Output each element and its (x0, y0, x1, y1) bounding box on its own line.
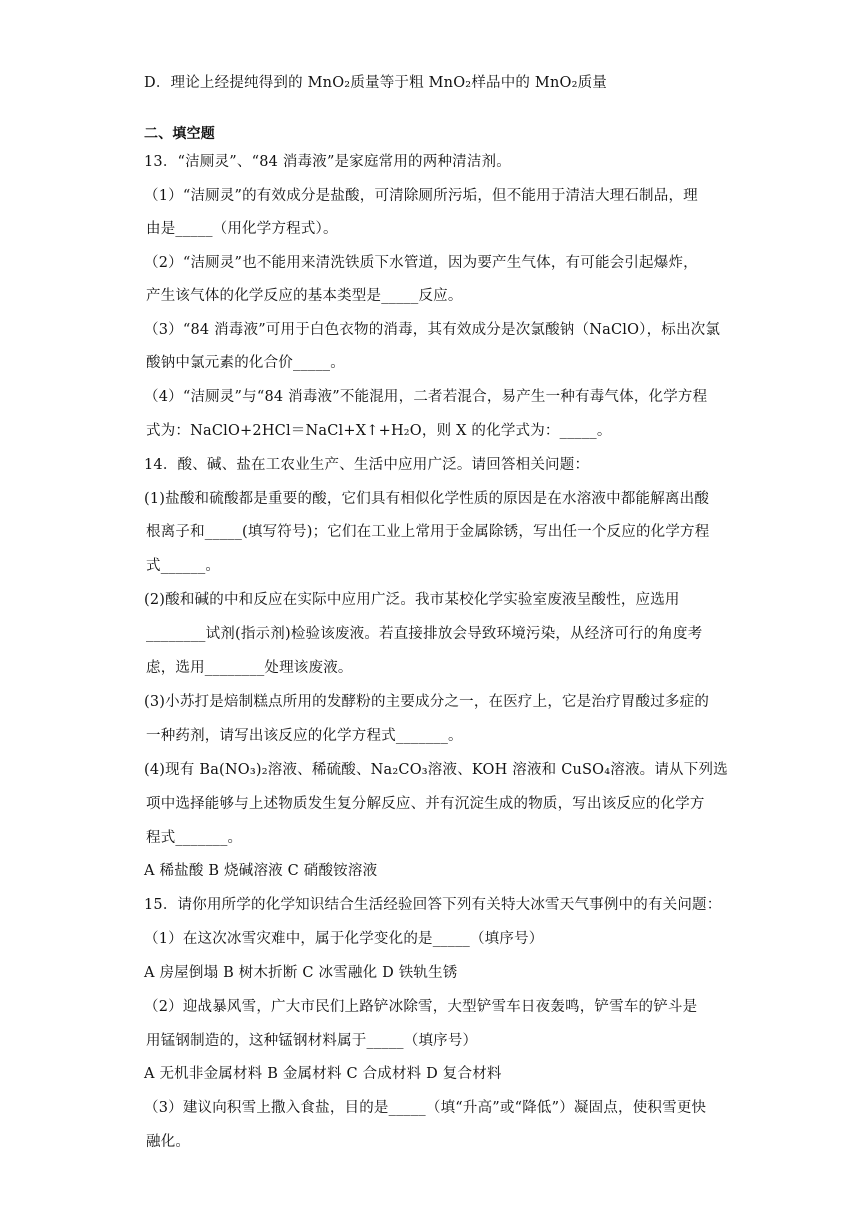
q15-2-line2: 用锰钢制造的，这种锰钢材料属于_____（填序号） (146, 1033, 478, 1049)
q14-options: A 稀盐酸 B 烧碱溶液 C 硝酸铵溶液 (144, 863, 378, 879)
section-heading: 二、填空题 (144, 126, 215, 142)
q14-1-line2: 根离子和_____(填写符号)；它们在工业上常用于金属除锈，写出任一个反应的化学方程 (146, 524, 710, 540)
q13-1-line1: （1）“洁厕灵”的有效成分是盐酸，可清除厕所污垢，但不能用于清洁大理石制品，理 (144, 188, 698, 204)
q14-1-line3: 式______。 (146, 558, 221, 574)
q13-3-line2: 酸钠中氯元素的化合价_____。 (146, 355, 345, 371)
q14-stem: 14．酸、碱、盐在工农业生产、生活中应用广泛。请回答相关问题： (144, 457, 590, 473)
q13-3-line1: （3）“84 消毒液”可用于白色衣物的消毒，其有效成分是次氯酸钠（NaClO），标出次氯 (144, 322, 721, 338)
q15-stem: 15．请你用所学的化学知识结合生活经验回答下列有关特大冰雪天气事例中的有关问题： (144, 897, 722, 913)
q13-4-line1: （4）“洁厕灵”与“84 消毒液”不能混用，二者若混合，易产生一种有毒气体，化学方程 (144, 389, 708, 405)
q15-3-line2: 融化。 (146, 1134, 191, 1150)
q14-3-line2: 一种药剂，请写出该反应的化学方程式_______。 (146, 728, 463, 744)
q15-3-line1: （3）建议向积雪上撒入食盐，目的是_____（填“升高”或“降低”）凝固点，使积雪更快 (144, 1100, 707, 1116)
q13-1-line2: 由是_____（用化学方程式）。 (146, 221, 338, 237)
q15-2-options: A 无机非金属材料 B 金属材料 C 合成材料 D 复合材料 (144, 1066, 502, 1082)
q14-1-line1: (1)盐酸和硫酸都是重要的酸，它们具有相似化学性质的原因是在水溶液中都能解离出酸 (144, 491, 710, 507)
q14-2-line3: 虑，选用________处理该废液。 (146, 660, 353, 676)
q14-2-line1: (2)酸和碱的中和反应在实际中应用广泛。我市某校化学实验室废液呈酸性，应选用 (144, 592, 680, 608)
q13-stem: 13．“洁厕灵”、“84 消毒液”是家庭常用的两种清洁剂。 (144, 154, 511, 170)
q13-2-line1: （2）“洁厕灵”也不能用来清洗铁质下水管道，因为要产生气体，有可能会引起爆炸， (144, 255, 698, 271)
q14-2-line2: ________试剂(指示剂)检验该废液。若直接排放会导致环境污染，从经济可行的角度考 (146, 626, 703, 642)
q15-1-options: A 房屋倒塌 B 树木折断 C 冰雪融化 D 铁轨生锈 (144, 965, 458, 981)
q15-2-line1: （2）迎战暴风雪，广大市民们上路铲冰除雪，大型铲雪车日夜轰鸣，铲雪车的铲斗是 (144, 999, 698, 1015)
q14-3-line1: (3)小苏打是焙制糕点所用的发酵粉的主要成分之一，在医疗上，它是治疗胃酸过多症的 (144, 694, 710, 710)
q14-4-line2: 项中选择能够与上述物质发生复分解反应、并有沉淀生成的物质，写出该反应的化学方 (146, 796, 705, 812)
q14-4-line1: (4)现有 Ba(NO₃)₂溶液、稀硫酸、Na₂CO₃溶液、KOH 溶液和 CuSO₄溶液。请从下列选 (144, 762, 728, 778)
q13-2-line2: 产生该气体的化学反应的基本类型是_____反应。 (146, 288, 463, 304)
option-d-line: D．理论上经提纯得到的 MnO₂质量等于粗 MnO₂样品中的 MnO₂质量 (144, 75, 608, 91)
q13-4-line2: 式为：NaClO+2HCl＝NaCl+X↑+H₂O，则 X 的化学式为：_____。 (146, 423, 612, 439)
q15-1-line: （1）在这次冰雪灾难中，属于化学变化的是_____（填序号） (144, 931, 544, 947)
q14-4-line3: 程式_______。 (146, 830, 243, 846)
